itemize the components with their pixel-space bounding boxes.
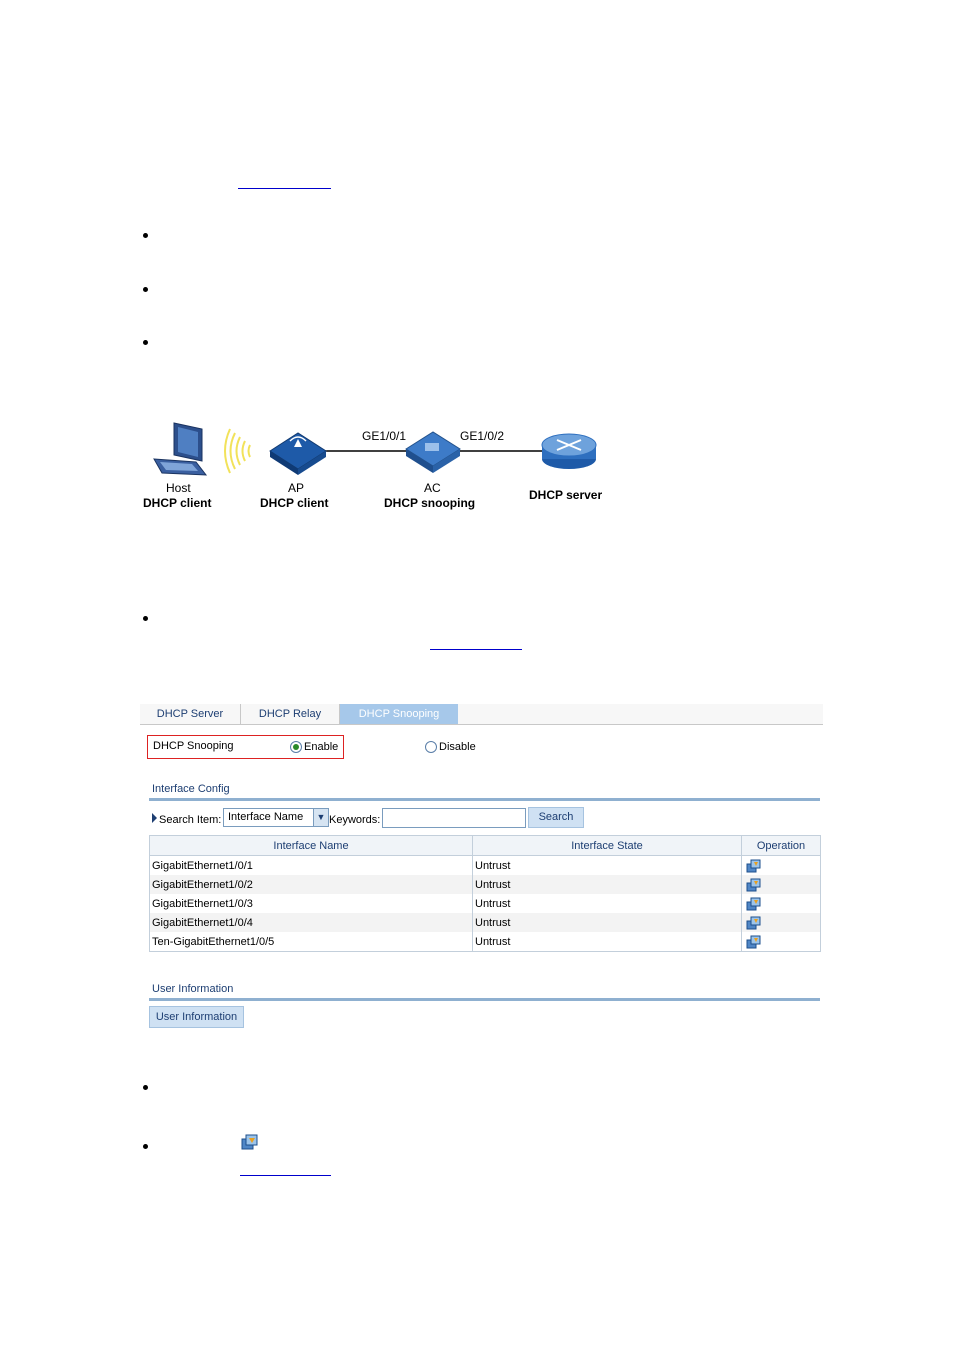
node-name: AC [424,481,441,495]
chevron-down-icon[interactable]: ▼ [313,809,328,826]
bullet-marker [143,616,148,621]
user-information-title: User Information [152,983,234,995]
operation-cell [742,894,821,913]
keywords-label: Keywords: [329,814,381,826]
bullet-marker [143,1144,148,1149]
node-role: DHCP server [529,488,603,502]
edit-icon[interactable] [746,935,761,949]
interface-name-cell: GigabitEthernet1/0/2 [150,875,473,894]
section-divider [149,998,820,1001]
interface-config-title: Interface Config [152,783,230,795]
bullet-marker [143,1085,148,1090]
tab-dhcp-relay[interactable]: DHCP Relay [241,704,340,724]
operation-icon [240,1133,260,1151]
node-role: DHCP client [143,496,212,510]
search-item-value: Interface Name [228,811,304,823]
interface-name-cell: GigabitEthernet1/0/1 [150,856,473,876]
enable-label: Enable [304,741,339,753]
user-information-button[interactable]: User Information [149,1006,244,1028]
link-label: GE1/0/2 [460,429,505,443]
wireless-signal-icon [225,429,250,473]
cross-reference-link[interactable] [238,188,331,189]
disable-label: Disable [439,741,476,753]
table-row [150,913,821,932]
edit-icon[interactable] [746,916,761,930]
tab-dhcp-server[interactable]: DHCP Server [140,704,241,724]
bullet-marker [143,340,148,345]
column-header: Operation [742,836,821,856]
table-row [150,856,821,876]
snooping-label: DHCP Snooping [153,740,234,752]
section-divider [149,798,820,801]
search-button[interactable]: Search [528,807,584,828]
network-diagram [140,415,620,525]
edit-icon[interactable] [746,878,761,892]
router-icon [542,434,596,469]
bullet-marker [143,233,148,238]
search-item-select[interactable] [223,808,329,827]
interface-name-cell: GigabitEthernet1/0/4 [150,913,473,932]
interface-state-cell: Untrust [473,856,742,876]
node-name: Host [166,481,191,495]
operation-cell [742,932,821,952]
column-header[interactable]: Interface Name [150,836,473,856]
operation-cell [742,913,821,932]
interface-table [149,835,821,952]
interface-state-cell: Untrust [473,913,742,932]
search-item-label: Search Item: [159,814,222,826]
link-label: GE1/0/1 [362,429,407,443]
interface-state-cell: Untrust [473,894,742,913]
operation-cell [742,875,821,894]
bullet-marker [143,287,148,292]
enable-radio[interactable] [290,741,302,753]
access-controller-icon [406,432,460,473]
tab-dhcp-snooping[interactable]: DHCP Snooping [340,704,458,724]
keywords-input[interactable] [382,808,526,828]
table-row [150,894,821,913]
node-name: AP [288,481,305,495]
expand-arrow-icon[interactable] [152,813,157,823]
laptop-icon [154,423,206,475]
disable-radio[interactable] [425,741,437,753]
interface-name-cell: Ten-GigabitEthernet1/0/5 [150,932,473,952]
edit-icon[interactable] [746,859,761,873]
interface-name-cell: GigabitEthernet1/0/3 [150,894,473,913]
dhcp-snooping-page [140,704,823,1034]
operation-cell [742,856,821,876]
cross-reference-link[interactable] [430,649,522,650]
interface-state-cell: Untrust [473,932,742,952]
tab-bar [140,704,823,725]
edit-icon[interactable] [746,897,761,911]
node-role: DHCP snooping [384,496,476,510]
column-header[interactable]: Interface State [473,836,742,856]
cross-reference-link[interactable] [240,1175,331,1176]
access-point-icon [270,433,326,475]
node-role: DHCP client [260,496,329,510]
interface-state-cell: Untrust [473,875,742,894]
table-row [150,875,821,894]
table-row [150,932,821,952]
